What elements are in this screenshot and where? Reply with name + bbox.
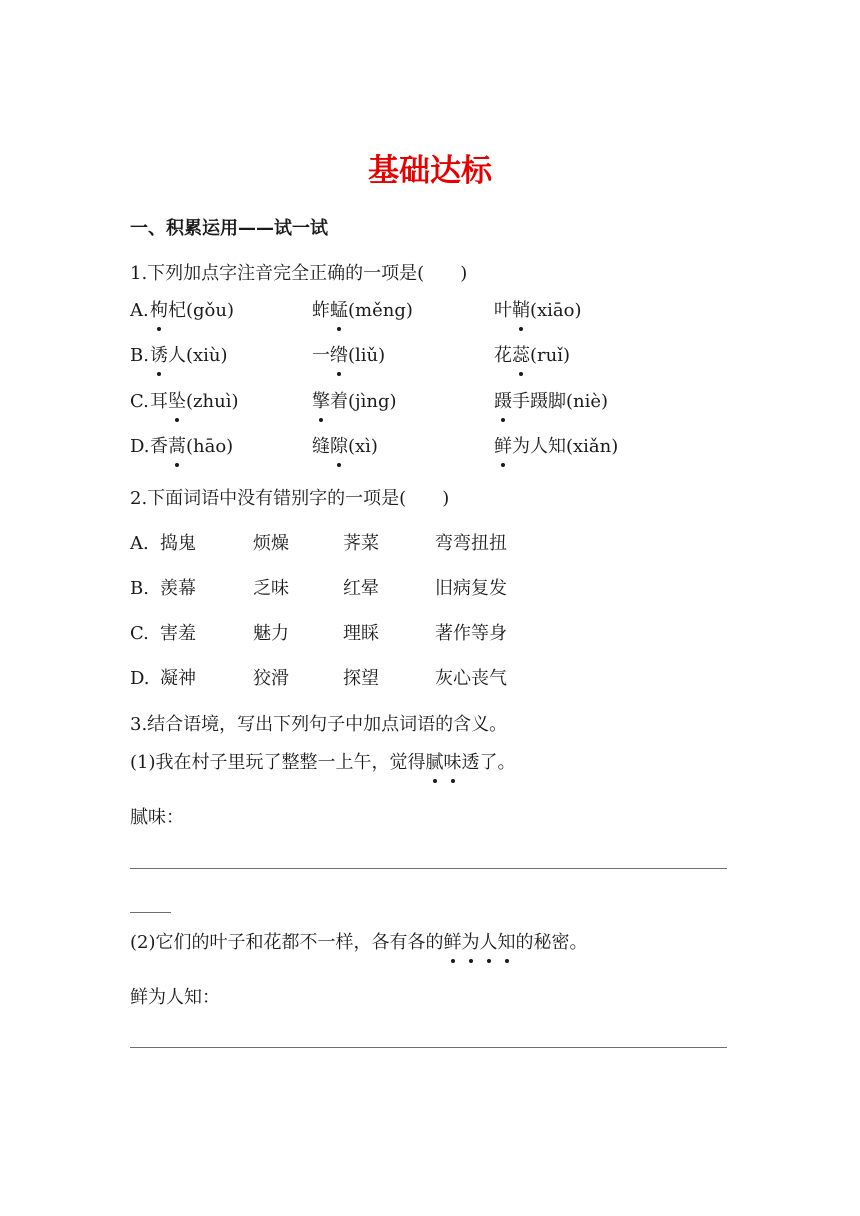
dotted-character: 绺	[330, 343, 348, 369]
option-word: 烦燥	[253, 533, 289, 554]
pinyin-item	[312, 389, 397, 415]
item-after: (xì)	[348, 436, 378, 457]
option-letter: A.	[130, 533, 149, 554]
question-2-prompt: 2.下面词语中没有错别字的一项是( )	[130, 488, 450, 509]
item-before: 蚱	[312, 300, 330, 321]
option-word: 乏味	[253, 578, 289, 599]
answer-2-line[interactable]	[130, 1047, 727, 1048]
option-letter: D.	[130, 668, 150, 689]
item-after: 为人知(xiǎn)	[512, 436, 619, 457]
option-word: 狡滑	[253, 668, 289, 689]
item-after: (xiāo)	[530, 300, 582, 321]
sentence-2-before: (2)它们的叶子和花都不一样，各有各的	[130, 932, 444, 953]
question-3-sentence-1	[130, 750, 516, 776]
dotted-character: 诱	[150, 343, 168, 369]
option-word: 捣鬼	[160, 533, 196, 554]
option-letter: B.	[130, 578, 149, 599]
item-after: 手蹑脚(niè)	[512, 391, 609, 412]
pinyin-item	[150, 434, 233, 460]
dotted-character: 鲜	[444, 930, 462, 956]
item-before: 缝	[312, 436, 330, 457]
option-word: 著作等身	[435, 623, 507, 644]
option-word: 旧病复发	[435, 578, 507, 599]
sentence-1-after: 透了。	[461, 752, 516, 773]
dotted-character: 为	[462, 930, 480, 956]
dotted-character: 隙	[330, 434, 348, 460]
answer-1-label: 腻味：	[130, 807, 184, 828]
question-3-prompt: 3.结合语境，写出下列句子中加点词语的含义。	[130, 714, 508, 735]
dotted-character: 蜢	[330, 298, 348, 324]
item-after: 人(xiù)	[168, 345, 228, 366]
page-title: 基础达标	[368, 153, 492, 189]
pinyin-item	[494, 434, 618, 460]
pinyin-item	[312, 343, 385, 369]
item-after: (zhuì)	[186, 391, 239, 412]
item-after: (ruǐ)	[530, 345, 570, 366]
item-before: 叶	[494, 300, 512, 321]
dotted-character: 腻	[426, 750, 444, 776]
option-word: 红晕	[343, 578, 379, 599]
item-after: (měng)	[348, 300, 413, 321]
pinyin-item	[494, 298, 582, 324]
option-letter: C.	[130, 391, 149, 412]
option-word: 荠菜	[343, 533, 379, 554]
option-word: 凝神	[160, 668, 196, 689]
option-word: 灰心丧气	[435, 668, 507, 689]
sentence-1-dotted-word	[426, 752, 462, 773]
dotted-character: 鲜	[494, 434, 512, 460]
pinyin-item	[312, 298, 413, 324]
dotted-character: 枸	[150, 298, 168, 324]
option-letter: C.	[130, 623, 149, 644]
answer-1-line[interactable]	[130, 868, 727, 869]
question-1-prompt: 1.下列加点字注音完全正确的一项是( )	[130, 263, 468, 284]
option-word: 羡幕	[160, 578, 196, 599]
dotted-character: 擎	[312, 389, 330, 415]
pinyin-item	[494, 343, 570, 369]
dotted-character: 蒿	[168, 434, 186, 460]
section-heading: 一、积累运用——试一试	[130, 218, 328, 239]
sentence-2-dotted-word	[444, 932, 516, 953]
item-before: 香	[150, 436, 168, 457]
item-before: 一	[312, 345, 330, 366]
item-after: 杞(gǒu)	[168, 300, 234, 321]
sentence-1-before: (1)我在村子里玩了整整一上午，觉得	[130, 752, 426, 773]
option-letter: D.	[130, 436, 150, 457]
sentence-2-after: 的秘密。	[515, 932, 588, 953]
item-before: 花	[494, 345, 512, 366]
pinyin-item	[494, 389, 608, 415]
option-word: 理睬	[343, 623, 379, 644]
pinyin-item	[150, 298, 234, 324]
option-letter: A.	[130, 300, 149, 321]
item-after: (liǔ)	[348, 345, 386, 366]
dotted-character: 味	[444, 750, 462, 776]
dotted-character: 坠	[168, 389, 186, 415]
dotted-character: 蹑	[494, 389, 512, 415]
option-word: 害羞	[160, 623, 196, 644]
item-after: (hāo)	[186, 436, 234, 457]
dotted-character: 蕊	[512, 343, 530, 369]
dotted-character: 知	[498, 930, 516, 956]
pinyin-item	[312, 434, 378, 460]
pinyin-item	[150, 389, 238, 415]
option-letter: B.	[130, 345, 149, 366]
pinyin-item	[150, 343, 228, 369]
option-word: 魅力	[253, 623, 289, 644]
item-after: 着(jìng)	[330, 391, 397, 412]
answer-2-label: 鲜为人知：	[130, 987, 220, 1008]
dotted-character: 人	[480, 930, 498, 956]
question-3-sentence-2	[130, 930, 588, 956]
answer-1-line-continued[interactable]	[130, 912, 171, 913]
option-word: 探望	[343, 668, 379, 689]
dotted-character: 鞘	[512, 298, 530, 324]
option-word: 弯弯扭扭	[435, 533, 507, 554]
item-before: 耳	[150, 391, 168, 412]
